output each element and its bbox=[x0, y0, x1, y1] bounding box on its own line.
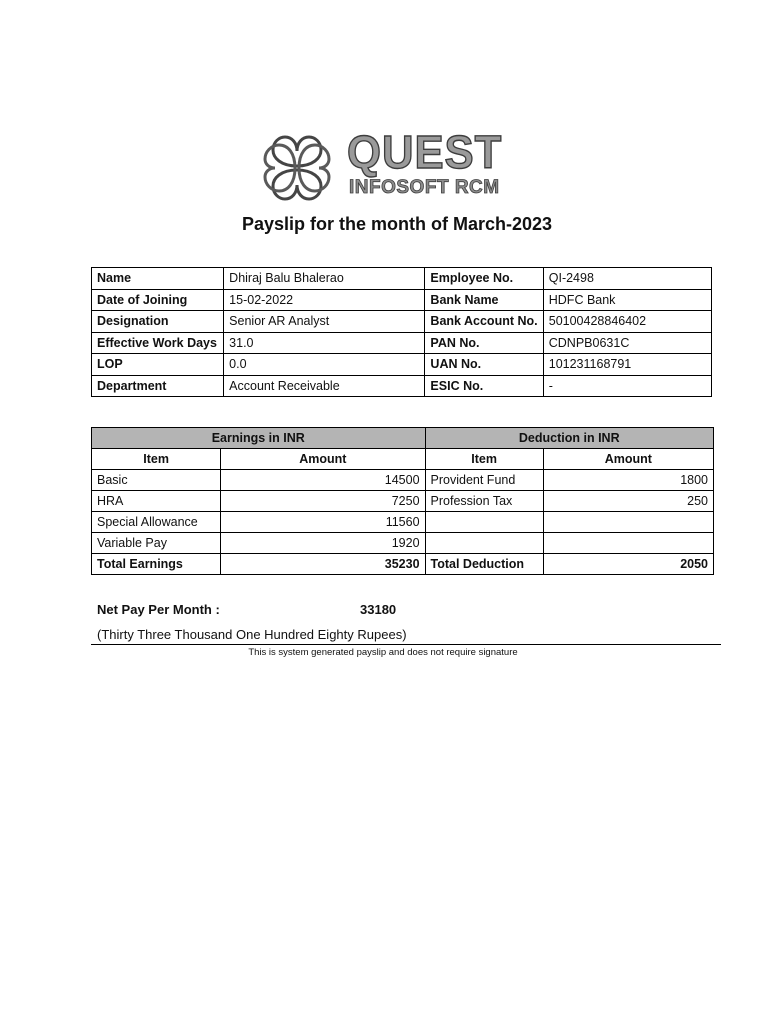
earning-item: HRA bbox=[92, 491, 221, 512]
info-label: Designation bbox=[92, 311, 224, 333]
clover-logo-icon bbox=[263, 133, 331, 203]
logo-subname: INFOSOFT RCM bbox=[349, 177, 500, 198]
deduction-item bbox=[425, 512, 543, 533]
info-value: 50100428846402 bbox=[543, 311, 711, 333]
info-label: Bank Account No. bbox=[425, 311, 543, 333]
salary-row bbox=[92, 512, 714, 533]
earning-amount: 7250 bbox=[221, 491, 425, 512]
info-value: 101231168791 bbox=[543, 354, 711, 376]
info-label: Effective Work Days bbox=[92, 332, 224, 354]
employee-info-row bbox=[92, 311, 712, 333]
page-title: Payslip for the month of March-2023 bbox=[241, 214, 553, 234]
info-value: Senior AR Analyst bbox=[224, 311, 425, 333]
footer-note: This is system generated payslip and does not require signature bbox=[248, 647, 518, 658]
net-pay-label: Net Pay Per Month : bbox=[97, 602, 220, 617]
info-value: QI-2498 bbox=[543, 268, 711, 290]
deduction-header: Deduction in INR bbox=[425, 428, 713, 449]
info-value: Dhiraj Balu Bhalerao bbox=[224, 268, 425, 290]
employee-info-row bbox=[92, 354, 712, 376]
earning-amount: 14500 bbox=[221, 470, 425, 491]
info-label: Employee No. bbox=[425, 268, 543, 290]
info-value: - bbox=[543, 375, 711, 397]
salary-section-header-row bbox=[92, 428, 714, 449]
deduction-amount: 1800 bbox=[543, 470, 713, 491]
deduction-amount: 250 bbox=[543, 491, 713, 512]
employee-info-table bbox=[91, 267, 712, 397]
info-label: Department bbox=[92, 375, 224, 397]
info-label: Bank Name bbox=[425, 289, 543, 311]
deduction-amount bbox=[543, 533, 713, 554]
earning-amount: 11560 bbox=[221, 512, 425, 533]
salary-table bbox=[91, 427, 714, 575]
earning-item: Variable Pay bbox=[92, 533, 221, 554]
salary-total-row bbox=[92, 554, 714, 575]
logo-name: QUEST bbox=[347, 126, 503, 178]
total-deduction-value: 2050 bbox=[543, 554, 713, 575]
info-label: LOP bbox=[92, 354, 224, 376]
earning-item-header: Item bbox=[92, 449, 221, 470]
deduction-item-header: Item bbox=[425, 449, 543, 470]
total-earnings-value: 35230 bbox=[221, 554, 425, 575]
employee-info-row bbox=[92, 289, 712, 311]
total-earnings-label: Total Earnings bbox=[92, 554, 221, 575]
total-deduction-label: Total Deduction bbox=[425, 554, 543, 575]
deduction-item: Profession Tax bbox=[425, 491, 543, 512]
info-value: Account Receivable bbox=[224, 375, 425, 397]
earning-amount-header: Amount bbox=[221, 449, 425, 470]
net-pay-value: 33180 bbox=[360, 602, 397, 617]
info-value: 15-02-2022 bbox=[224, 289, 425, 311]
deduction-item bbox=[425, 533, 543, 554]
salary-column-header-row bbox=[92, 449, 714, 470]
earning-amount: 1920 bbox=[221, 533, 425, 554]
deduction-amount-header: Amount bbox=[543, 449, 713, 470]
earning-item: Special Allowance bbox=[92, 512, 221, 533]
employee-info-row bbox=[92, 268, 712, 290]
salary-row bbox=[92, 470, 714, 491]
info-label: ESIC No. bbox=[425, 375, 543, 397]
employee-info-row bbox=[92, 332, 712, 354]
deduction-amount bbox=[543, 512, 713, 533]
info-label: Name bbox=[92, 268, 224, 290]
info-label: UAN No. bbox=[425, 354, 543, 376]
deduction-item: Provident Fund bbox=[425, 470, 543, 491]
divider bbox=[91, 644, 721, 645]
info-value: HDFC Bank bbox=[543, 289, 711, 311]
company-logo bbox=[263, 126, 503, 203]
info-label: Date of Joining bbox=[92, 289, 224, 311]
info-value: CDNPB0631C bbox=[543, 332, 711, 354]
salary-row bbox=[92, 491, 714, 512]
net-pay-words: (Thirty Three Thousand One Hundred Eighty Rupees) bbox=[97, 627, 407, 642]
info-value: 31.0 bbox=[224, 332, 425, 354]
info-label: PAN No. bbox=[425, 332, 543, 354]
salary-row bbox=[92, 533, 714, 554]
earnings-header: Earnings in INR bbox=[92, 428, 426, 449]
employee-info-row bbox=[92, 375, 712, 397]
info-value: 0.0 bbox=[224, 354, 425, 376]
earning-item: Basic bbox=[92, 470, 221, 491]
